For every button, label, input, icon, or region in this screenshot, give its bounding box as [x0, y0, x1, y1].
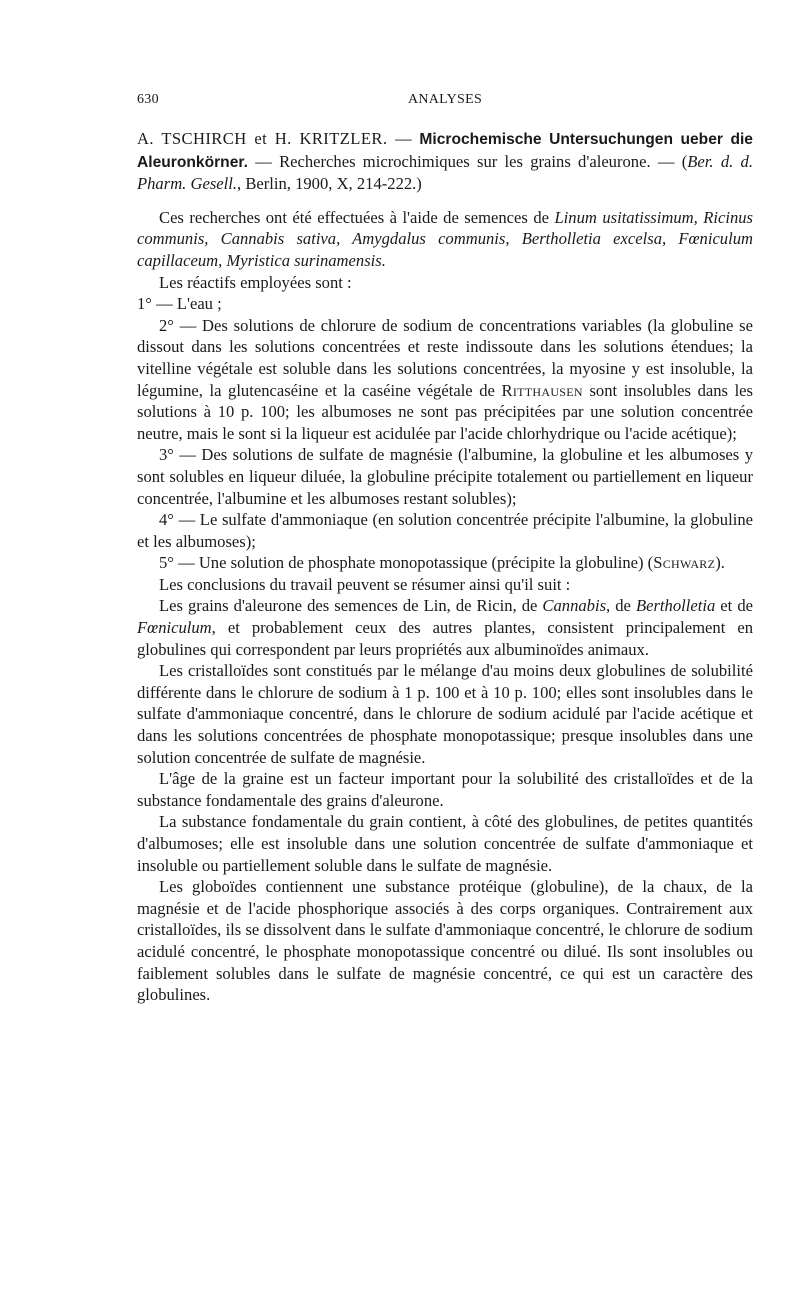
reagent-item-5: [137, 552, 753, 574]
citation-details: , Berlin, 1900, X, 214-222.): [237, 174, 422, 194]
article-body: [137, 207, 753, 1006]
reagent-item-3: 3° — Des solutions de sulfate de magnésie (l'albumine, la globuline et les albumoses y sont solubles en liqueur diluée, la globuline précipite totalement ou partiellement en liqueur concentrée, l'albumine et les albumoses restant solubles);: [137, 445, 753, 508]
author-name-ritthausen: Ritthausen: [501, 380, 583, 400]
paragraph-seed-age: L'âge de la graine est un facteur important pour la solubilité des cristalloïdes et de la substance fondamentale des grains d'aleurone.: [137, 769, 753, 810]
species-list: Linum usitatissimum, Ricinus communis, Cannabis sativa, Amygdalus communis, Bertholletia excelsa, Fœniculum capillaceum, Myristica surinamensis.: [137, 207, 753, 270]
reagent-text: ).: [715, 553, 725, 573]
paragraph-text: , et probablement ceux des autres plantes, consistent principalement en globulines qui correspondent par leurs propriétés aux albuminoïdes animaux.: [137, 618, 753, 659]
entry-authors: A. TSCHIRCH et H. KRITZLER. —: [137, 129, 413, 148]
section-title: ANALYSES: [407, 92, 483, 107]
entry-title-french: — Recherches microchimiques sur les grains d'aleurone. —: [255, 151, 675, 171]
reagent-text: sont insolubles dans les solutions à 10 p. 100; les albumoses ne sont pas précipitées par une solution concentrée neutre, mais le sont si la liqueur est acidulée par l'acide chlorhydrique ou l'acide acétique);: [137, 380, 753, 443]
paragraph-text: Ces recherches ont été effectuées à l'aide de semences de: [159, 207, 555, 227]
running-head: [137, 92, 753, 114]
paragraph-materials: [137, 207, 753, 272]
reagent-item-1: [137, 293, 753, 315]
species-name: Bertholletia: [635, 596, 716, 616]
paragraph-reagents-intro: Les réactifs employées sont :: [159, 272, 352, 292]
paragraph-text: Les grains d'aleurone des semences de Lin, de Ricin, de: [159, 596, 543, 616]
citation-open: (: [681, 151, 688, 171]
author-name-schwarz: Schwarz: [653, 553, 716, 573]
paragraph-aleurone-grains: [137, 595, 753, 660]
reagent-text: 1° — L'eau ;: [137, 294, 222, 314]
paragraph-text: , de: [606, 596, 636, 616]
entry-title-german: Microchemische Untersuchungen ueber die Aleuronkörner.: [137, 131, 753, 171]
page: [137, 92, 753, 1006]
bibliographic-entry: [137, 128, 753, 195]
reagent-item-4: 4° — Le sulfate d'ammoniaque (en solution concentrée précipite l'albumine, la globuline et les albumoses);: [137, 510, 753, 551]
citation-journal: Ber. d. d. Pharm. Gesell.: [137, 151, 753, 194]
paragraph-text: et de: [715, 596, 753, 616]
paragraph-conclusions-intro: Les conclusions du travail peuvent se résumer ainsi qu'il suit :: [159, 574, 571, 594]
paragraph-globoids: Les globoïdes contiennent une substance protéique (globuline), de la chaux, de la magnésie et de l'acide phosphorique associés à des corps organiques. Contrairement aux cristalloïdes, ils se dissolvent dans le sulfate d'ammoniaque concentré, le chlorure de sodium acidulé concentré, le phosphate monopotassique concentré ou dilué. Ils sont insolubles ou faiblement solubles dans le sulfate de magnésie concentré, ce qui est un caractère des globulines.: [137, 877, 753, 1005]
reagent-text: 5° — Une solution de phosphate monopotassique (précipite la globuline) (: [159, 553, 654, 573]
species-name: Fœniculum: [137, 618, 212, 638]
reagent-item-2: [137, 315, 753, 445]
reagent-text: 2° — Des solutions de chlorure de sodium de concentrations variables (la globuline se dissout dans les solutions concentrées et reste indissoute dans les solutions étendues; la vitelline végétale est soluble dans les solutions concentrées, la myosine y est insoluble, la légumine, la glutencaséine et la caséine végétale de: [137, 315, 753, 400]
paragraph-crystalloids: Les cristalloïdes sont constitués par le mélange d'au moins deux globulines de solubilité différente dans le chlorure de sodium à 1 p. 100 et à 10 p. 100; elles sont insolubles dans le sulfate d'ammoniaque concentré, dans le chlorure de sodium acidulé par l'acide acétique et dans les solutions concentrées de phosphate monopotassique; presque insolubles dans une solution concentrée de sulfate de magnésie.: [137, 661, 753, 767]
species-name: Cannabis: [542, 596, 607, 616]
page-number: 630: [137, 92, 159, 107]
paragraph-ground-substance: La substance fondamentale du grain contient, à côté des globulines, de petites quantités d'albumoses; elle est insoluble dans une solution concentrée de sulfate d'ammoniaque et insoluble ou partiellement soluble dans le sulfate de magnésie.: [137, 812, 753, 875]
